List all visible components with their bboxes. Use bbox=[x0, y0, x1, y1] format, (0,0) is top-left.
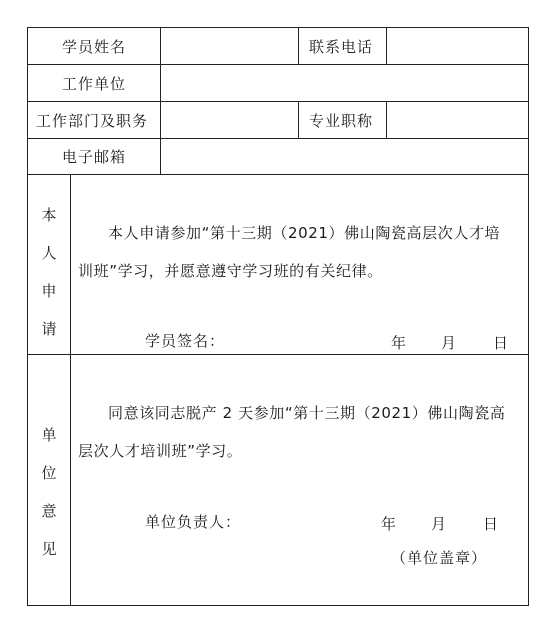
workplace-label: 工作单位 bbox=[62, 75, 127, 93]
day-label: 日 bbox=[483, 515, 499, 533]
side-char: 人 bbox=[41, 244, 57, 262]
side-char: 位 bbox=[41, 464, 57, 482]
application-line: 训班”学习，并愿意遵守学习班的有关纪律。 bbox=[78, 262, 383, 280]
phone-label: 联系电话 bbox=[309, 38, 374, 56]
professional-title-field[interactable] bbox=[387, 102, 528, 138]
side-char: 本 bbox=[41, 206, 57, 224]
side-char: 单 bbox=[41, 426, 57, 444]
row-divider bbox=[28, 138, 528, 139]
professional-title-label: 专业职称 bbox=[309, 112, 374, 130]
opinion-line: 层次人才培训班”学习。 bbox=[78, 442, 243, 460]
unit-leader-signature-label: 单位负责人： bbox=[145, 513, 242, 531]
side-char: 请 bbox=[41, 320, 57, 338]
column-divider bbox=[298, 28, 299, 64]
row-divider bbox=[28, 174, 528, 175]
name-label: 学员姓名 bbox=[62, 38, 127, 56]
phone-field[interactable] bbox=[387, 28, 528, 64]
month-label: 月 bbox=[431, 515, 447, 533]
name-field[interactable] bbox=[161, 28, 298, 64]
column-divider bbox=[298, 101, 299, 138]
department-label: 工作部门及职务 bbox=[36, 112, 149, 130]
application-side-label bbox=[39, 196, 59, 348]
opinion-line: 同意该同志脱产 2 天参加“第十三期（2021）佛山陶瓷高 bbox=[108, 404, 506, 422]
unit-seal-note: （单位盖章） bbox=[391, 549, 488, 567]
department-field[interactable] bbox=[161, 102, 298, 138]
student-signature-label: 学员签名： bbox=[145, 332, 226, 350]
opinion-side-label bbox=[39, 416, 59, 568]
application-statement bbox=[78, 214, 526, 290]
row-divider bbox=[28, 354, 528, 355]
year-label: 年 bbox=[381, 515, 397, 533]
registration-form bbox=[27, 27, 529, 606]
email-label: 电子邮箱 bbox=[62, 148, 127, 166]
side-char: 意 bbox=[41, 502, 57, 520]
side-char: 见 bbox=[41, 540, 57, 558]
month-label: 月 bbox=[441, 334, 457, 352]
year-label: 年 bbox=[391, 334, 407, 352]
workplace-field[interactable] bbox=[161, 65, 528, 101]
side-char: 申 bbox=[41, 282, 57, 300]
opinion-statement bbox=[78, 394, 526, 470]
day-label: 日 bbox=[493, 334, 509, 352]
application-line: 本人申请参加“第十三期（2021）佛山陶瓷高层次人才培 bbox=[108, 224, 501, 242]
column-divider bbox=[70, 174, 71, 605]
